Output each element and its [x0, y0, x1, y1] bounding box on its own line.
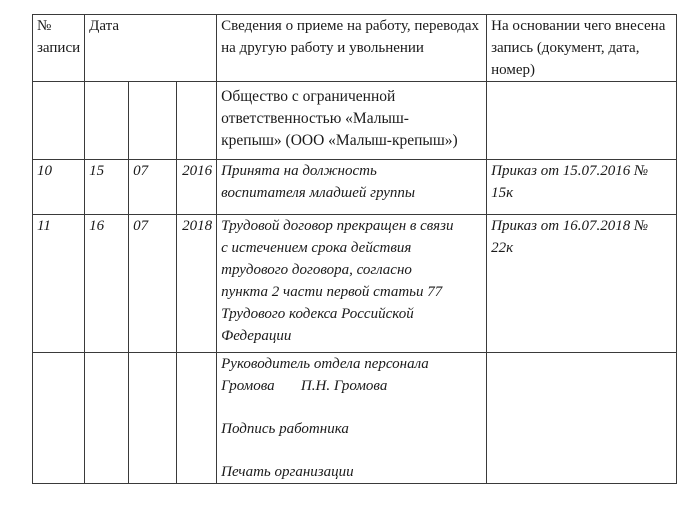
sig-day-cell	[85, 353, 129, 484]
employee-signature-label: Подпись работника	[221, 421, 349, 437]
organization-row	[33, 82, 677, 160]
table-row	[33, 160, 677, 215]
org-basis-cell	[487, 82, 677, 160]
header-record-number: № записи	[33, 15, 85, 82]
header-basis: На основании чего внесена запись (документ, дата, номер)	[487, 15, 677, 82]
record-basis: Приказ от 16.07.2018 № 22к	[487, 215, 677, 353]
sig-basis-cell	[487, 353, 677, 484]
sig-year-cell	[177, 353, 217, 484]
organization-name: Общество с ограниченной ответственностью «Малыш- крепыш» (ООО «Малыш-крепыш»)	[221, 88, 458, 149]
organization-name-cell	[217, 82, 487, 160]
record-year: 2018	[177, 215, 217, 353]
sig-num-cell	[33, 353, 85, 484]
record-month: 07	[129, 215, 177, 353]
sig-month-cell	[129, 353, 177, 484]
record-info: Принята на должность воспитателя младшей группы	[217, 160, 487, 215]
hr-head-title: Руководитель отдела персонала	[221, 356, 429, 372]
org-num-cell	[33, 82, 85, 160]
record-info: Трудовой договор прекращен в связи с истечением срока действия трудового договора, согласно пункта 2 части первой статьи 77 Трудового кодекса Российской Федерации	[217, 215, 487, 353]
signature-block	[217, 353, 487, 484]
record-day: 15	[85, 160, 129, 215]
hr-head-signature: Громова П.Н. Громова	[221, 378, 388, 394]
employment-record-table	[32, 14, 677, 484]
org-month-cell	[129, 82, 177, 160]
header-date: Дата	[85, 15, 217, 82]
employment-record-page	[32, 14, 677, 484]
record-number: 10	[33, 160, 85, 215]
header-employment-info: Сведения о приеме на работу, переводах на другую работу и увольнении	[217, 15, 487, 82]
org-day-cell	[85, 82, 129, 160]
organization-stamp-label: Печать организации	[221, 464, 354, 480]
record-basis: Приказ от 15.07.2016 № 15к	[487, 160, 677, 215]
record-month: 07	[129, 160, 177, 215]
record-number: 11	[33, 215, 85, 353]
record-year: 2016	[177, 160, 217, 215]
org-year-cell	[177, 82, 217, 160]
table-header-row	[33, 15, 677, 82]
table-row	[33, 215, 677, 353]
record-day: 16	[85, 215, 129, 353]
signature-row	[33, 353, 677, 484]
